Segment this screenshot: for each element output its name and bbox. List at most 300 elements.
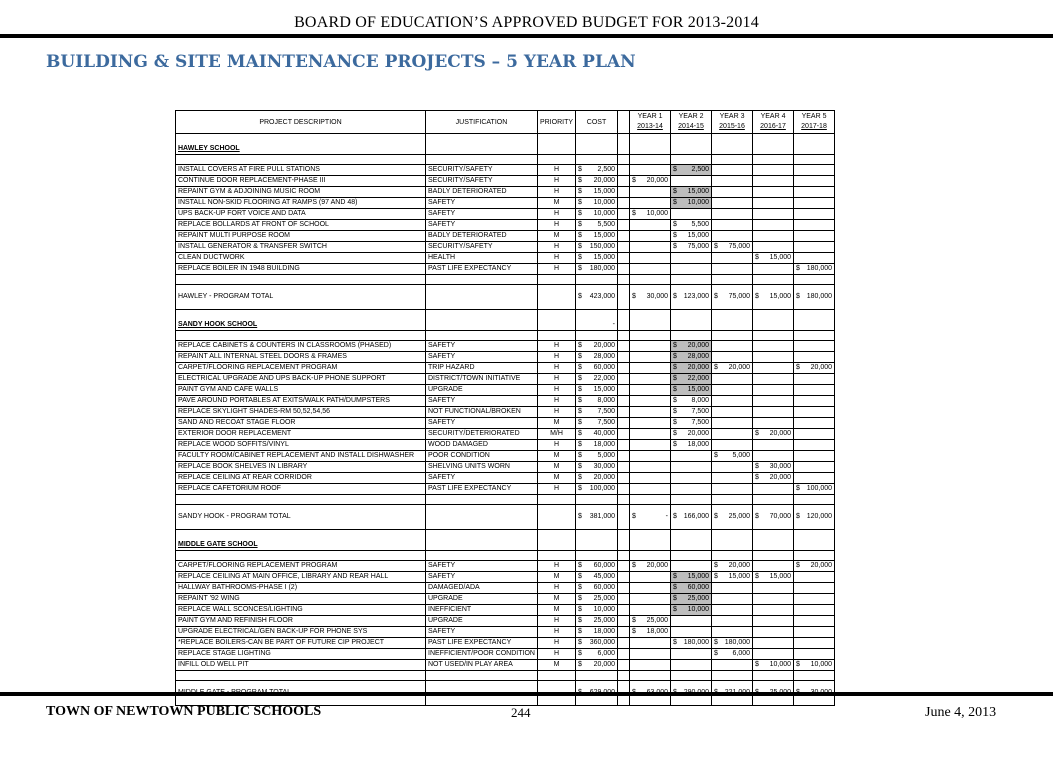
project-cost-value: 10,000 [593, 210, 616, 217]
project-priority: H [537, 341, 575, 352]
currency-symbol: $ [714, 562, 718, 569]
header-year-1 [630, 111, 671, 134]
project-year-3-inner [714, 638, 750, 648]
project-cost [576, 649, 618, 660]
project-cost-inner [578, 627, 615, 637]
school-header-row [176, 310, 835, 331]
program-total-label: SANDY HOOK - PROGRAM TOTAL [176, 505, 426, 530]
project-priority: H [537, 396, 575, 407]
project-year-1-empty [630, 418, 671, 429]
project-year-2-empty [671, 616, 712, 627]
project-cost-inner [578, 583, 615, 593]
spacer-cell [618, 155, 630, 165]
project-year-2-value: 10,000 [687, 606, 710, 613]
project-cost [576, 407, 618, 418]
spacer-cell [794, 275, 835, 285]
spacer-row [176, 551, 835, 561]
project-cost-inner [578, 407, 615, 417]
project-year-3-value: 15,000 [728, 573, 751, 580]
project-justification: INEFFICIENT [426, 605, 538, 616]
project-year-2-inner [673, 638, 709, 648]
project-cost [576, 638, 618, 649]
currency-symbol: $ [673, 232, 677, 239]
currency-symbol: $ [578, 188, 582, 195]
project-year-5-inner [796, 264, 832, 274]
project-cost-value: 60,000 [593, 562, 616, 569]
project-description: REPAINT '92 WING [176, 594, 426, 605]
project-cost-value: 6,000 [597, 650, 616, 657]
project-justification: INEFFICIENT/POOR CONDITION [426, 649, 538, 660]
table-row [176, 396, 835, 407]
project-year-2-inner [673, 429, 709, 439]
project-cost [576, 440, 618, 451]
project-priority: M [537, 473, 575, 484]
project-year-2-value: 15,000 [687, 188, 710, 195]
project-justification: PAST LIFE EXPECTANCY [426, 484, 538, 495]
project-year-5 [794, 561, 835, 572]
project-cost [576, 451, 618, 462]
project-year-2 [671, 605, 712, 616]
project-description: REPLACE CAFETORIUM ROOF [176, 484, 426, 495]
project-year-4-empty [753, 220, 794, 231]
project-year-2-value: 20,000 [687, 430, 710, 437]
spacer-cell [671, 495, 712, 505]
program-total-year-2-value: 123,000 [683, 293, 710, 300]
project-year-1-value: 20,000 [646, 177, 669, 184]
table-row [176, 616, 835, 627]
spacer-cell [671, 551, 712, 561]
currency-symbol: $ [578, 293, 582, 300]
project-cost [576, 341, 618, 352]
project-year-5 [794, 264, 835, 275]
project-description: REPLACE SKYLIGHT SHADES-RM 50,52,54,56 [176, 407, 426, 418]
project-year-3-empty [712, 253, 753, 264]
currency-symbol: $ [796, 661, 800, 668]
project-year-4-empty [753, 605, 794, 616]
total-just-cell [426, 285, 538, 310]
gap-cell [618, 583, 630, 594]
project-year-2-empty [671, 253, 712, 264]
table-row [176, 176, 835, 187]
spacer-cell [630, 331, 671, 341]
project-year-2 [671, 187, 712, 198]
project-year-4-empty [753, 407, 794, 418]
project-year-3-empty [712, 462, 753, 473]
project-cost [576, 187, 618, 198]
project-cost-value: 60,000 [593, 584, 616, 591]
currency-symbol: $ [578, 628, 582, 635]
gap-cell [618, 310, 630, 331]
currency-symbol: $ [755, 254, 759, 261]
spacer-cell [671, 155, 712, 165]
project-year-3-inner [714, 451, 750, 461]
project-year-3-empty [712, 429, 753, 440]
project-justification: BADLY DETERIORATED [426, 187, 538, 198]
project-justification: UPGRADE [426, 385, 538, 396]
project-year-1-value: 10,000 [646, 210, 669, 217]
spacer-cell [753, 155, 794, 165]
table-row [176, 583, 835, 594]
project-cost-value: 360,000 [589, 639, 616, 646]
project-year-2-inner [673, 352, 709, 362]
project-year-2-inner [673, 242, 709, 252]
project-year-2-value: 20,000 [687, 342, 710, 349]
project-justification: SAFETY [426, 396, 538, 407]
project-priority: H [537, 165, 575, 176]
table-row [176, 473, 835, 484]
project-cost-inner [578, 484, 615, 494]
project-description: UPS BACK-UP FORT VOICE AND DATA [176, 209, 426, 220]
project-cost [576, 473, 618, 484]
currency-symbol: $ [578, 573, 582, 580]
program-total-year-5-inner [796, 505, 832, 529]
project-year-2 [671, 165, 712, 176]
project-year-1-empty [630, 341, 671, 352]
spacer-cell [426, 671, 538, 681]
project-description: PAINT GYM AND REFINISH FLOOR [176, 616, 426, 627]
project-year-1-empty [630, 407, 671, 418]
project-priority: H [537, 363, 575, 374]
spacer-cell [576, 671, 618, 681]
project-year-5-empty [794, 242, 835, 253]
project-year-4 [753, 660, 794, 671]
gap-cell [618, 374, 630, 385]
project-description: REPLACE BOLLARDS AT FRONT OF SCHOOL [176, 220, 426, 231]
program-total-year-5-value: 120,000 [806, 513, 833, 520]
project-year-2 [671, 418, 712, 429]
spacer-cell [176, 671, 426, 681]
project-year-4-empty [753, 451, 794, 462]
project-year-2-value: 15,000 [687, 573, 710, 580]
project-year-2-inner [673, 407, 709, 417]
project-year-2-empty [671, 473, 712, 484]
gap-cell [618, 285, 630, 310]
program-total-row [176, 285, 835, 310]
program-total-cost-inner [578, 285, 615, 309]
table-row [176, 385, 835, 396]
project-justification: SAFETY [426, 627, 538, 638]
project-cost [576, 616, 618, 627]
school-cost-cell [576, 134, 618, 155]
spacer-cell [794, 671, 835, 681]
school-year-cell [712, 530, 753, 551]
project-year-5-empty [794, 407, 835, 418]
project-year-2-empty [671, 176, 712, 187]
project-year-3 [712, 572, 753, 583]
program-total-year-1-value: - [665, 513, 669, 520]
currency-symbol: $ [714, 293, 718, 300]
project-year-5-empty [794, 165, 835, 176]
program-total-year-3 [712, 505, 753, 530]
project-year-4 [753, 253, 794, 264]
table-row [176, 484, 835, 495]
school-header-row [176, 530, 835, 551]
spacer-cell [794, 155, 835, 165]
project-cost-value: 150,000 [589, 243, 616, 250]
gap-cell [618, 572, 630, 583]
project-cost-inner [578, 264, 615, 274]
program-total-year-2-inner [673, 285, 709, 309]
gap-cell [618, 352, 630, 363]
project-year-3-inner [714, 363, 750, 373]
project-cost [576, 176, 618, 187]
spacer-cell [576, 495, 618, 505]
project-justification: HEALTH [426, 253, 538, 264]
project-year-4-inner [755, 462, 791, 472]
project-cost [576, 605, 618, 616]
project-year-5-empty [794, 396, 835, 407]
spacer-cell [753, 275, 794, 285]
project-year-2 [671, 363, 712, 374]
project-year-2-empty [671, 451, 712, 462]
school-just-cell [426, 530, 538, 551]
gap-cell [618, 462, 630, 473]
currency-symbol: $ [578, 210, 582, 217]
project-cost-value: 5,500 [597, 221, 616, 228]
project-year-5-empty [794, 440, 835, 451]
currency-symbol: $ [578, 265, 582, 272]
project-cost-value: 22,000 [593, 375, 616, 382]
currency-symbol: $ [673, 639, 677, 646]
spacer-cell [537, 551, 575, 561]
school-year-cell [712, 134, 753, 155]
project-cost [576, 264, 618, 275]
currency-symbol: $ [796, 293, 800, 300]
project-year-4-empty [753, 396, 794, 407]
project-year-1-empty [630, 374, 671, 385]
school-year-cell [753, 134, 794, 155]
project-year-3-empty [712, 594, 753, 605]
gap-cell [618, 231, 630, 242]
table-row [176, 462, 835, 473]
program-total-year-4-inner [755, 285, 791, 309]
project-description: REPLACE STAGE LIGHTING [176, 649, 426, 660]
spacer-cell [630, 495, 671, 505]
project-priority: M [537, 594, 575, 605]
project-year-2-inner [673, 385, 709, 395]
spacer-cell [712, 671, 753, 681]
gap-cell [618, 396, 630, 407]
currency-symbol: $ [755, 573, 759, 580]
project-cost [576, 352, 618, 363]
school-year-cell [630, 310, 671, 331]
project-cost-inner [578, 165, 615, 175]
spacer-cell [618, 331, 630, 341]
spacer-cell [576, 275, 618, 285]
project-year-2-value: 7,500 [691, 408, 710, 415]
project-year-1-value: 18,000 [646, 628, 669, 635]
project-year-5-empty [794, 451, 835, 462]
project-cost-inner [578, 462, 615, 472]
project-year-4-value: 15,000 [769, 254, 792, 261]
project-year-5-empty [794, 649, 835, 660]
project-year-2-value: 22,000 [687, 375, 710, 382]
table-header-row [176, 111, 835, 134]
project-year-4-empty [753, 484, 794, 495]
gap-cell [618, 530, 630, 551]
project-year-5-empty [794, 341, 835, 352]
budget-table [175, 110, 835, 706]
project-year-1-empty [630, 484, 671, 495]
school-year-cell [794, 134, 835, 155]
project-year-5-value: 180,000 [806, 265, 833, 272]
project-year-4-empty [753, 264, 794, 275]
project-cost-inner [578, 649, 615, 659]
program-total-year-2-inner [673, 505, 709, 529]
project-year-5 [794, 484, 835, 495]
project-cost [576, 418, 618, 429]
project-year-2 [671, 407, 712, 418]
table-row [176, 605, 835, 616]
currency-symbol: $ [673, 166, 677, 173]
project-cost [576, 220, 618, 231]
school-year-cell [794, 530, 835, 551]
project-cost-value: 2,500 [597, 166, 616, 173]
project-year-5-inner [796, 561, 832, 571]
project-year-5-empty [794, 253, 835, 264]
project-justification: SAFETY [426, 198, 538, 209]
program-total-year-1 [630, 285, 671, 310]
project-year-4-empty [753, 649, 794, 660]
project-year-2-empty [671, 264, 712, 275]
project-cost-value: 18,000 [593, 441, 616, 448]
gap-cell [618, 385, 630, 396]
project-year-4-empty [753, 594, 794, 605]
currency-symbol: $ [673, 408, 677, 415]
project-priority: H [537, 407, 575, 418]
school-year-cell [794, 310, 835, 331]
project-year-1-empty [630, 220, 671, 231]
spacer-cell [630, 275, 671, 285]
project-cost-value: 8,000 [597, 397, 616, 404]
project-year-2-empty [671, 660, 712, 671]
gap-cell [618, 363, 630, 374]
project-year-3-empty [712, 396, 753, 407]
project-year-5-empty [794, 231, 835, 242]
project-justification: SHELVING UNITS WORN [426, 462, 538, 473]
project-description: REPLACE BOOK SHELVES IN LIBRARY [176, 462, 426, 473]
project-year-4-empty [753, 341, 794, 352]
currency-symbol: $ [578, 353, 582, 360]
project-description: CLEAN DUCTWORK [176, 253, 426, 264]
project-year-2-value: 180,000 [683, 639, 710, 646]
project-cost-inner [578, 242, 615, 252]
project-year-4-empty [753, 242, 794, 253]
project-year-3-empty [712, 660, 753, 671]
table-row [176, 231, 835, 242]
project-justification: PAST LIFE EXPECTANCY [426, 264, 538, 275]
project-year-3 [712, 638, 753, 649]
table-row [176, 451, 835, 462]
spacer-cell [753, 671, 794, 681]
project-year-3-value: 180,000 [724, 639, 751, 646]
project-year-3-inner [714, 649, 750, 659]
project-year-2-inner [673, 583, 709, 593]
gap-cell [618, 253, 630, 264]
project-year-1 [630, 176, 671, 187]
project-year-4-value: 10,000 [769, 661, 792, 668]
project-year-3-empty [712, 385, 753, 396]
table-row [176, 209, 835, 220]
project-year-2-value: 18,000 [687, 441, 710, 448]
table-row [176, 220, 835, 231]
school-year-cell [630, 134, 671, 155]
project-year-2-value: 75,000 [687, 243, 710, 250]
project-cost [576, 242, 618, 253]
project-priority: H [537, 176, 575, 187]
currency-symbol: $ [673, 397, 677, 404]
project-year-5-empty [794, 198, 835, 209]
project-cost [576, 209, 618, 220]
project-year-4-value: 15,000 [769, 573, 792, 580]
project-year-3-empty [712, 352, 753, 363]
project-year-2-inner [673, 341, 709, 351]
currency-symbol: $ [578, 221, 582, 228]
project-cost [576, 572, 618, 583]
program-total-year-5-value: 180,000 [806, 293, 833, 300]
project-year-4-empty [753, 440, 794, 451]
project-description: SAND AND RECOAT STAGE FLOOR [176, 418, 426, 429]
project-year-1-empty [630, 572, 671, 583]
gap-cell [618, 473, 630, 484]
project-year-3 [712, 242, 753, 253]
project-year-3-empty [712, 264, 753, 275]
project-description: CONTINUE DOOR REPLACEMENT-PHASE III [176, 176, 426, 187]
header-year-4 [753, 111, 794, 134]
project-cost [576, 561, 618, 572]
project-year-5-empty [794, 583, 835, 594]
currency-symbol: $ [714, 639, 718, 646]
gap-cell [618, 209, 630, 220]
project-justification: SECURITY/SAFETY [426, 165, 538, 176]
gap-cell [618, 407, 630, 418]
project-year-3-empty [712, 231, 753, 242]
gap-cell [618, 605, 630, 616]
project-priority: H [537, 264, 575, 275]
spacer-cell [618, 551, 630, 561]
spacer-cell [576, 155, 618, 165]
project-year-2-inner [673, 231, 709, 241]
project-year-2 [671, 220, 712, 231]
project-year-2-inner [673, 605, 709, 615]
document-title: BOARD OF EDUCATION’S APPROVED BUDGET FOR 2013-2014 [294, 14, 759, 31]
gap-cell [618, 264, 630, 275]
project-year-4-inner [755, 253, 791, 263]
project-cost [576, 594, 618, 605]
school-year-cell [671, 310, 712, 331]
project-cost [576, 253, 618, 264]
project-justification: DAMAGED/ADA [426, 583, 538, 594]
project-priority: H [537, 253, 575, 264]
school-year-cell [671, 530, 712, 551]
program-total-year-1-inner [632, 285, 668, 309]
project-year-5-empty [794, 374, 835, 385]
project-cost-value: 15,000 [593, 188, 616, 195]
spacer-cell [176, 495, 426, 505]
project-cost-inner [578, 473, 615, 483]
project-justification: SAFETY [426, 341, 538, 352]
gap-cell [618, 594, 630, 605]
project-year-1-empty [630, 198, 671, 209]
header-year-5 [794, 111, 835, 134]
project-priority: H [537, 187, 575, 198]
currency-symbol: $ [578, 430, 582, 437]
currency-symbol: $ [673, 221, 677, 228]
project-year-4-empty [753, 352, 794, 363]
project-year-5-inner [796, 363, 832, 373]
project-year-3-empty [712, 198, 753, 209]
project-year-2-value: 60,000 [687, 584, 710, 591]
